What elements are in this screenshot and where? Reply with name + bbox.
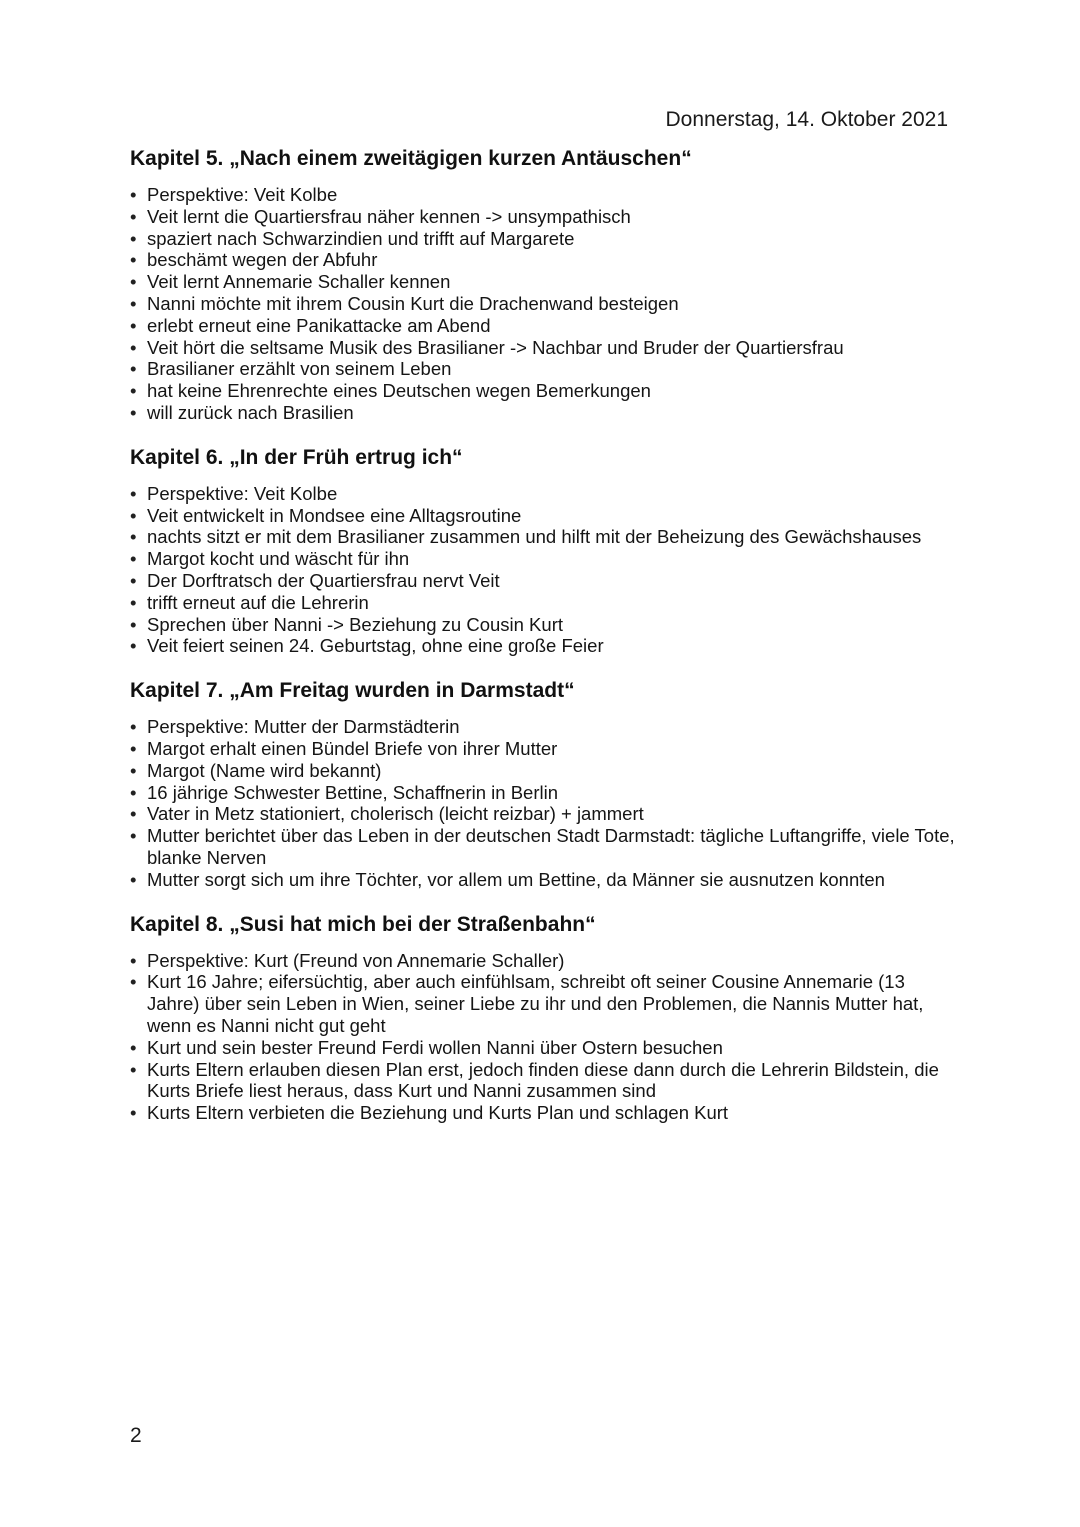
list-item: • Kurt 16 Jahre; eifersüchtig, aber auch einfühlsam, schreibt oft seiner Cousine Annemarie (13 Jahre) über sein Leben in Wien, seiner Liebe zu ihr und den Problemen, die Nannis Mutter hat, wenn es Nanni nicht gut geht — [130, 971, 960, 1036]
chapter-8-section — [130, 910, 960, 1124]
list-item: • Der Dorftratsch der Quartiersfrau nervt Veit — [130, 570, 960, 592]
page-number: 2 — [130, 1424, 142, 1447]
list-item: • Perspektive: Mutter der Darmstädterin — [130, 716, 960, 738]
list-item: • beschämt wegen der Abfuhr — [130, 249, 960, 271]
list-item: • spaziert nach Schwarzindien und trifft auf Margarete — [130, 228, 960, 250]
list-item: • Kurt und sein bester Freund Ferdi wollen Nanni über Ostern besuchen — [130, 1037, 960, 1059]
list-item: • nachts sitzt er mit dem Brasilianer zusammen und hilft mit der Beheizung des Gewächshauses — [130, 526, 960, 548]
list-item: • hat keine Ehrenrechte eines Deutschen wegen Bemerkungen — [130, 380, 960, 402]
list-item: • Margot (Name wird bekannt) — [130, 760, 960, 782]
notes-content — [130, 144, 960, 1143]
list-item: • Veit hört die seltsame Musik des Brasilianer -> Nachbar und Bruder der Quartiersfrau — [130, 337, 960, 359]
list-item: • Veit lernt Annemarie Schaller kennen — [130, 271, 960, 293]
chapter-7-heading: Kapitel 7. „Am Freitag wurden in Darmstadt“ — [130, 679, 575, 703]
chapter-5-heading: Kapitel 5. „Nach einem zweitägigen kurzen Antäuschen“ — [130, 147, 692, 170]
list-item: • Margot kocht und wäscht für ihn — [130, 548, 960, 570]
list-item: • Veit entwickelt in Mondsee eine Alltagsroutine — [130, 505, 960, 527]
list-item: • Perspektive: Veit Kolbe — [130, 184, 960, 206]
list-item: • Mutter berichtet über das Leben in der deutschen Stadt Darmstadt: tägliche Luftangriffe, viele Tote, blanke Nerven — [130, 825, 960, 869]
page-date: Donnerstag, 14. Oktober 2021 — [665, 108, 948, 131]
list-item: • trifft erneut auf die Lehrerin — [130, 592, 960, 614]
chapter-6-section — [130, 443, 960, 657]
list-item: • Perspektive: Veit Kolbe — [130, 483, 960, 505]
list-item: • 16 jährige Schwester Bettine, Schaffnerin in Berlin — [130, 782, 960, 804]
list-item: • Vater in Metz stationiert, cholerisch (leicht reizbar) + jammert — [130, 803, 960, 825]
chapter-5-list — [130, 184, 960, 424]
chapter-7-section — [130, 676, 960, 890]
list-item: • erlebt erneut eine Panikattacke am Abend — [130, 315, 960, 337]
list-item: • Mutter sorgt sich um ihre Töchter, vor allem um Bettine, da Männer sie ausnutzen konnten — [130, 869, 960, 891]
list-item: • Veit feiert seinen 24. Geburtstag, ohne eine große Feier — [130, 635, 960, 657]
list-item: • Kurts Eltern erlauben diesen Plan erst, jedoch finden diese dann durch die Lehrerin Bildstein, die Kurts Briefe liest heraus, dass Kurt und Nanni zusammen sind — [130, 1059, 960, 1103]
list-item: • Margot erhalt einen Bündel Briefe von ihrer Mutter — [130, 738, 960, 760]
list-item: • will zurück nach Brasilien — [130, 402, 960, 424]
list-item: • Kurts Eltern verbieten die Beziehung und Kurts Plan und schlagen Kurt — [130, 1102, 960, 1124]
list-item: • Veit lernt die Quartiersfrau näher kennen -> unsympathisch — [130, 206, 960, 228]
chapter-8-heading: Kapitel 8. „Susi hat mich bei der Straßenbahn“ — [130, 912, 596, 936]
list-item: • Nanni möchte mit ihrem Cousin Kurt die Drachenwand besteigen — [130, 293, 960, 315]
list-item: • Sprechen über Nanni -> Beziehung zu Cousin Kurt — [130, 614, 960, 636]
chapter-6-list — [130, 483, 960, 657]
chapter-7-list — [130, 716, 960, 890]
chapter-5-section — [130, 144, 960, 424]
list-item: • Brasilianer erzählt von seinem Leben — [130, 358, 960, 380]
chapter-6-heading: Kapitel 6. „In der Früh ertrug ich“ — [130, 445, 463, 469]
chapter-8-list — [130, 950, 960, 1124]
list-item: • Perspektive: Kurt (Freund von Annemarie Schaller) — [130, 950, 960, 972]
